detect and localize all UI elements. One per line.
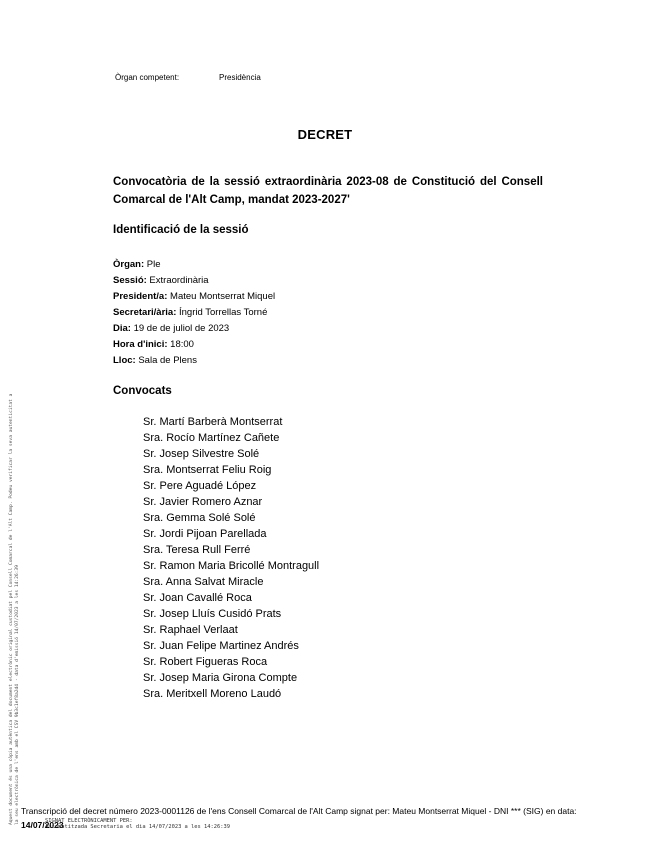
competent-organ-label: Òrgan competent: (115, 73, 180, 82)
session-field-start-time (113, 337, 275, 353)
competent-organ-value: Presidència (219, 73, 261, 82)
convocat-item: Sra. Meritxell Moreno Laudó (143, 688, 282, 700)
side-note-line: la seu electrònica de l'ens amb el CSV 9b3c1ef8a2d4 · data d'emissió 14/07/2023 a les 14:26:39 (14, 565, 20, 825)
field-value: Ple (144, 259, 161, 270)
convocat-item: Sra. Anna Salvat Miracle (143, 576, 264, 588)
session-field-type (113, 273, 275, 289)
session-field-organ (113, 257, 275, 273)
field-key: Òrgan: (113, 259, 145, 270)
session-field-location (113, 353, 275, 369)
document-subject: Convocatòria de la sessió extraordinària 2023-08 de Constitució del Consell Comarcal de l'Alt Camp, mandat 2023-2027' (113, 176, 543, 206)
field-key: Secretari/ària: (113, 307, 177, 318)
footer-date: 14/07/2023 (21, 820, 64, 830)
field-key: Sessió: (113, 275, 147, 286)
footer-signed-detail: Automatitzada Secretaria el dia 14/07/2023 a les 14:26:39 (45, 824, 230, 830)
field-value: 18:00 (167, 339, 194, 350)
convocat-item: Sr. Raphael Verlaat (143, 624, 238, 636)
field-value: Extraordinària (146, 275, 209, 286)
field-value: Sala de Plens (135, 355, 197, 366)
convocat-item: Sr. Jordi Pijoan Parellada (143, 528, 267, 540)
convocat-item: Sr. Pere Aguadé López (143, 480, 257, 492)
convocats-heading: Convocats (113, 385, 172, 397)
convocat-item: Sr. Joan Cavallé Roca (143, 592, 252, 604)
convocats-list (143, 414, 319, 702)
convocat-item: Sr. Josep Lluís Cusidó Prats (143, 608, 282, 620)
field-value: Mateu Montserrat Miquel (167, 291, 276, 302)
convocat-item: Sr. Josep Silvestre Solé (143, 448, 260, 460)
session-field-date (113, 321, 275, 337)
convocat-item: Sra. Teresa Rull Ferré (143, 544, 251, 556)
session-field-secretary (113, 305, 275, 321)
field-value: 19 de de juliol de 2023 (130, 323, 230, 334)
footer-transcription: Transcripció del decret número 2023-0001126 de l'ens Consell Comarcal de l'Alt Camp signat per: Mateu Montserrat Miquel - DNI *** (SIG) en data: (21, 806, 577, 816)
authenticity-side-note (9, 225, 20, 825)
convocat-item: Sr. Javier Romero Aznar (143, 496, 263, 508)
convocat-item: Sr. Martí Barberà Montserrat (143, 416, 283, 428)
session-field-president (113, 289, 275, 305)
convocat-item: Sra. Gemma Solé Solé (143, 512, 256, 524)
convocat-item: Sr. Robert Figueras Roca (143, 656, 268, 668)
field-key: Hora d'inici: (113, 339, 168, 350)
convocat-item: Sr. Juan Felipe Martinez Andrés (143, 640, 299, 652)
field-key: President/a: (113, 291, 168, 302)
session-details (113, 257, 275, 369)
convocat-item: Sr. Ramon Maria Bricollé Montragull (143, 560, 320, 572)
convocat-item: Sra. Montserrat Feliu Roig (143, 464, 272, 476)
document-title: DECRET (297, 127, 353, 142)
convocat-item: Sra. Rocío Martínez Cañete (143, 432, 280, 444)
session-identification-heading: Identificació de la sessió (113, 224, 249, 236)
field-key: Dia: (113, 323, 131, 334)
field-key: Lloc: (113, 355, 136, 366)
convocat-item: Sr. Josep Maria Girona Compte (143, 672, 298, 684)
footer-signed-label: SIGNAT ELECTRÒNICAMENT PER: (45, 818, 133, 824)
field-value: Íngrid Torrellas Torné (176, 307, 268, 318)
side-note-line: Aquest document és una còpia autèntica del document electrònic original custodiat pel Consell Comarcal de l'Alt Camp. Podeu verificar la seva autenticitat a (9, 393, 14, 825)
